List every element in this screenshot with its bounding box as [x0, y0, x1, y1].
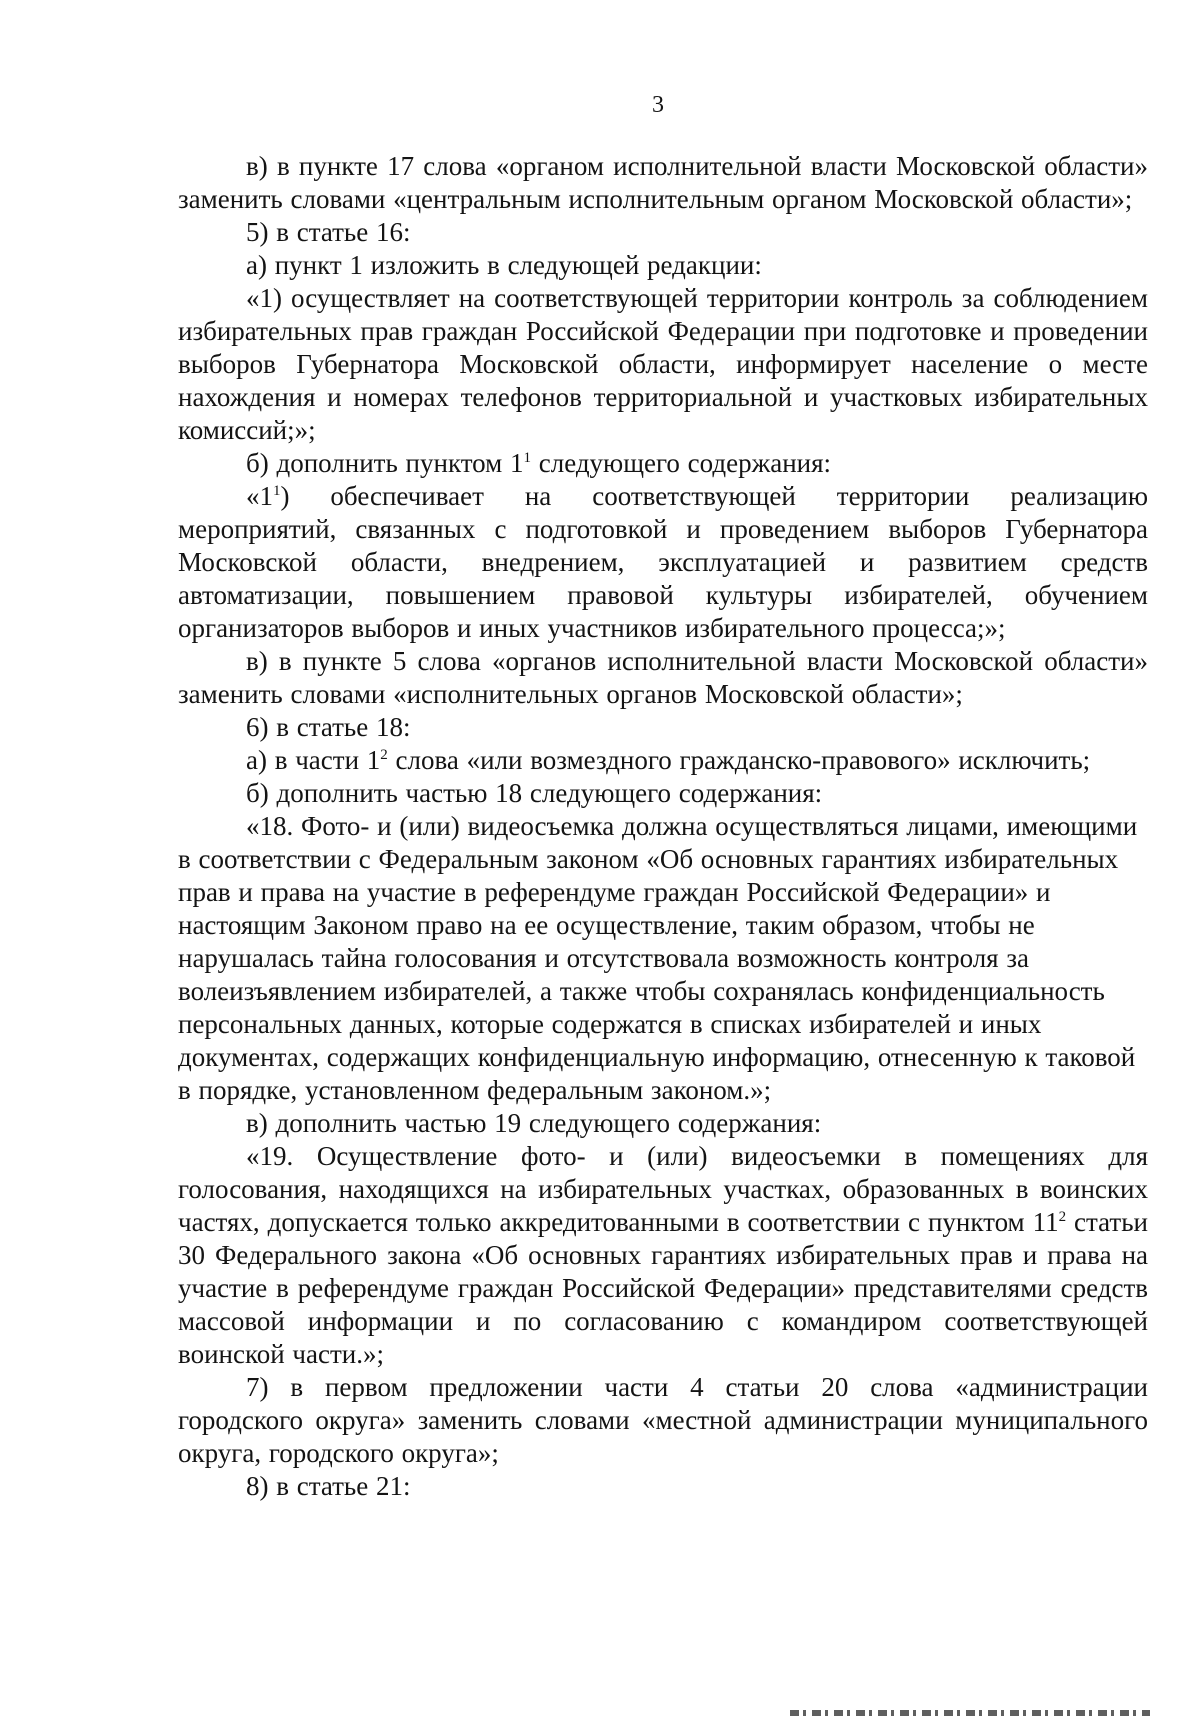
paragraph: «19. Осуществление фото- и (или) видеосъемки в помещениях для голосования, находящихся на избирательных участках, образованных в воинских частях, допускается только аккредитованными в соответствии с пунктом $11^2$ статьи 30 Федерального закона «Об основных гарантиях избирательных прав и права на участие в референдуме граждан Российской Федерации» представителями средств массовой информации и по согласованию с командиром соответствующей воинской части.»;: [178, 1141, 1148, 1369]
paragraph: а) в части $1^2$ слова «или возмездного гражданско-правового» исключить;: [246, 745, 1091, 775]
paragraph: а) пункт 1 изложить в следующей редакции:: [246, 250, 762, 280]
paragraph: «18. Фото- и (или) видеосъемка должна осуществляться лицами, имеющими в соответствии с Федеральным законом «Об основных гарантиях избирательных прав и права на участие в референдуме граждан Российской Федерации» и настоящим Законом право на ее осуществление, таким образом, чтобы не нарушалась тайна голосования и отсутствовала возможность контроля за волеизъявлением избирателей, а также чтобы сохранялась конфиденциальность персональных данных, которые содержатся в списках избирателей и иных документах, содержащих конфиденциальную информацию, отнесенную к таковой в порядке, установленном федеральным законом.»;: [178, 811, 1138, 1105]
paragraph: в) в пункте 17 слова «органом исполнительной власти Московской области» заменить словами «центральным исполнительным органом Московской области»;: [178, 151, 1148, 214]
paragraph: «1) осуществляет на соответствующей территории контроль за соблюдением избирательных прав граждан Российской Федерации при подготовке и проведении выборов Губернатора Московской области, информирует население о месте нахождения и номерах телефонов территориальной и участковых избирательных комиссий;»;: [178, 283, 1148, 445]
paragraph: 5) в статье 16:: [246, 217, 411, 247]
paragraph: 7) в первом предложении части 4 статьи 20 слова «администрации городского округа» заменить словами «местной администрации муниципального округа, городского округа»;: [178, 1372, 1148, 1468]
paragraph: б) дополнить пунктом $1^1$ следующего содержания:: [246, 448, 832, 478]
paragraph: 8) в статье 21:: [246, 1471, 411, 1501]
document-body: [178, 150, 1148, 1503]
paragraph: в) дополнить частью 19 следующего содержания:: [246, 1108, 822, 1138]
scan-artifact: [790, 1710, 1150, 1716]
paragraph: в) в пункте 5 слова «органов исполнительной власти Московской области» заменить словами «исполнительных органов Московской области»;: [178, 646, 1148, 709]
paragraph: «$1^1$) обеспечивает на соответствующей территории реализацию мероприятий, связанных с подготовкой и проведением выборов Губернатора Московской области, внедрением, эксплуатацией и развитием средств автоматизации, повышением правовой культуры избирателей, обучением организаторов выборов и иных участников избирательного процесса;»;: [178, 481, 1148, 643]
paragraph: б) дополнить частью 18 следующего содержания:: [246, 778, 823, 808]
page-number: 3: [652, 92, 664, 118]
paragraph: 6) в статье 18:: [246, 712, 411, 742]
